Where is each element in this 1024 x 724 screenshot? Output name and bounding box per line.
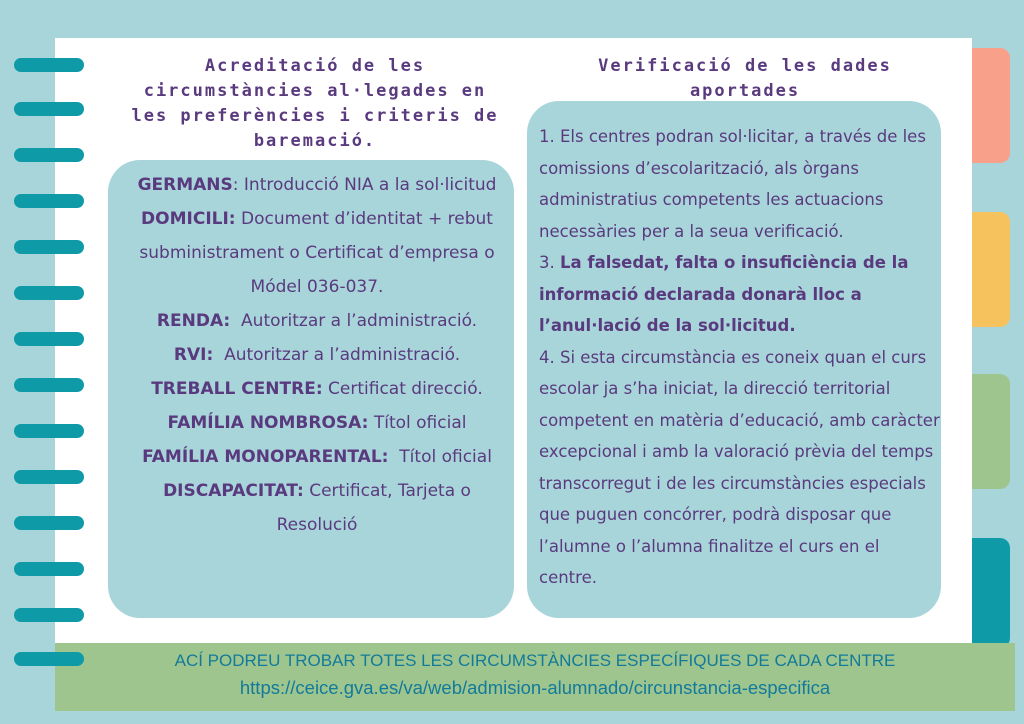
criterion-value: Certificat direcció.	[328, 379, 483, 399]
binding-ring	[14, 194, 84, 208]
criterion-key: RVI:	[173, 345, 214, 365]
criterion-separator	[213, 345, 224, 365]
paragraph-3-number: 3.	[539, 253, 560, 272]
right-heading: Verificació de les dades aportades	[598, 56, 892, 101]
binding-ring	[14, 562, 84, 576]
criterion-key: FAMÍLIA MONOPARENTAL:	[142, 447, 389, 467]
footer-title: ACÍ PODREU TROBAR TOTES LES CIRCUMSTÀNCIES ESPECÍFIQUES DE CADA CENTRE	[174, 651, 896, 670]
criterion-item	[124, 304, 510, 338]
verification-card	[527, 101, 941, 618]
binding-ring	[14, 608, 84, 622]
criterion-key: TREBALL CENTRE:	[151, 379, 323, 399]
criterion-key: GERMANS	[137, 175, 233, 195]
binding-ring	[14, 652, 84, 666]
binding-ring	[14, 240, 84, 254]
criterion-item	[124, 440, 510, 474]
criterion-separator: :	[232, 175, 244, 195]
binding-ring	[14, 332, 84, 346]
binding-ring	[14, 378, 84, 392]
binding-ring	[14, 148, 84, 162]
binding-ring	[14, 286, 84, 300]
criterion-key: RENDA:	[156, 311, 231, 331]
binding-ring	[14, 102, 84, 116]
verification-text	[539, 121, 941, 594]
criterion-key: DISCAPACITAT:	[163, 481, 304, 501]
criterion-item	[124, 338, 510, 372]
criteria-list	[124, 168, 510, 542]
criterion-separator	[388, 447, 399, 467]
criterion-item	[124, 474, 510, 542]
criterion-value: Document d’identitat + rebut subministrament o Certificat d’empresa o Módel 036-037.	[139, 209, 495, 297]
binding-ring	[14, 424, 84, 438]
footer-link[interactable]: https://ceice.gva.es/va/web/admision-alumnado/circunstancia-especifica	[239, 677, 831, 698]
criterion-separator	[230, 311, 241, 331]
criterion-item	[124, 372, 510, 406]
criterion-value: Títol oficial	[399, 447, 492, 467]
criteria-card	[108, 160, 514, 618]
criterion-item	[124, 406, 510, 440]
verification-paragraph-3	[539, 247, 941, 342]
criterion-value: Certificat, Tarjeta o Resolució	[276, 481, 471, 535]
footer-banner	[55, 643, 1015, 711]
binding-ring	[14, 58, 84, 72]
verification-paragraph-4: 4. Si esta circumstància es coneix quan el curs escolar ja s’ha iniciat, la direcció territorial competent en matèria d’educació, amb caràcter excepcional i amb la valoració prèvia del temps transcorregut i de les circumstàncies especials que puguen concórrer, podrà disposar que l’alumne o l’alumna finalitze el curs en el centre.	[539, 347, 940, 587]
criterion-value: Introducció NIA a la sol·licitud	[243, 175, 497, 195]
left-heading: Acreditació de les circumstàncies al·legades en les preferències i criteris de baremació.	[131, 56, 499, 151]
criterion-key: FAMÍLIA NOMBROSA:	[167, 413, 369, 433]
criterion-item	[124, 202, 510, 304]
criterion-item	[124, 168, 510, 202]
criterion-value: Títol oficial	[373, 413, 467, 433]
criterion-value: Autoritzar a l’administració.	[241, 311, 478, 331]
paragraph-3-bold: La falsedat, falta o insuficiència de la informació declarada donarà lloc a l’anul·lació de la sol·licitud.	[539, 253, 909, 335]
criterion-key: DOMICILI:	[141, 209, 236, 229]
verification-paragraph-1: 1. Els centres podran sol·licitar, a través de les comissions d’escolarització, als òrgans administratius competents les actuacions necessàries per a la seua verificació.	[539, 127, 926, 241]
criterion-value: Autoritzar a l’administració.	[224, 345, 461, 365]
binding-ring	[14, 516, 84, 530]
binding-ring	[14, 470, 84, 484]
